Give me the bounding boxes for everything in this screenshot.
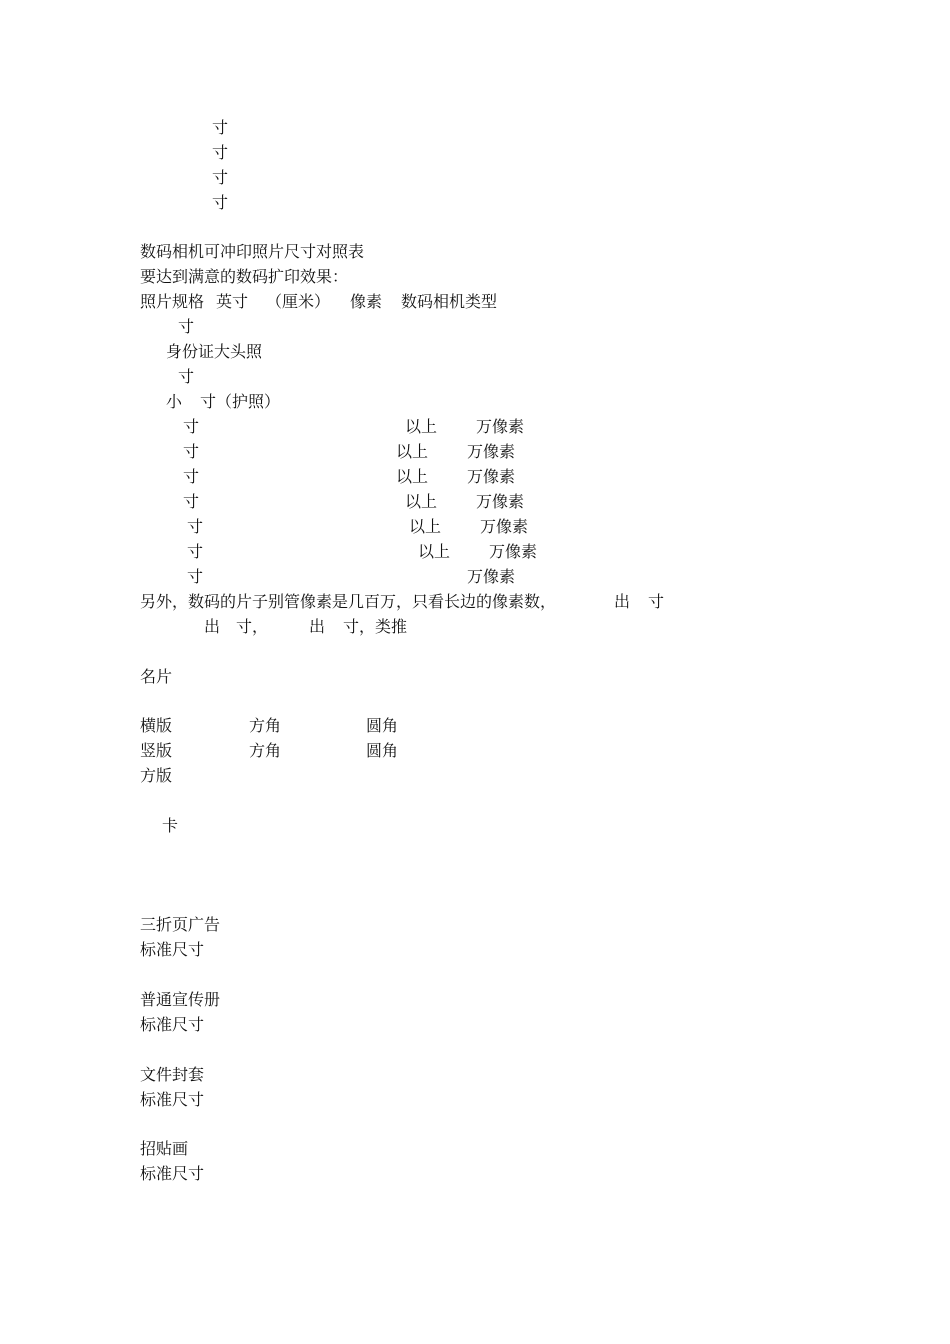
row-size-passport: 寸（护照）	[200, 392, 281, 411]
section-sub-brochure: 标准尺寸	[140, 1015, 205, 1034]
row-above: 以上	[418, 542, 451, 561]
row-size: 寸	[187, 567, 204, 586]
row-megapixels: 万像素	[467, 442, 516, 461]
note-line-1-out: 出	[614, 592, 631, 611]
card-corner-square: 方角	[249, 741, 282, 760]
row-above: 以上	[396, 467, 429, 486]
note-line-2-out-b: 出	[309, 617, 326, 636]
row-megapixels: 万像素	[476, 492, 525, 511]
card-corner-square: 方角	[249, 716, 282, 735]
note-line-2-cun: 寸，	[236, 617, 269, 636]
top-cun-2: 寸	[212, 143, 229, 162]
card-label: 卡	[162, 816, 179, 835]
row-above: 以上	[396, 442, 429, 461]
row-megapixels: 万像素	[467, 467, 516, 486]
section-title-brochure: 普通宣传册	[140, 990, 221, 1009]
row-above: 以上	[409, 517, 442, 536]
row-size: 小	[166, 392, 183, 411]
row-size: 身份证大头照	[166, 342, 263, 361]
section-title-cards: 名片	[140, 667, 173, 686]
top-cun-4: 寸	[212, 193, 229, 212]
row-megapixels: 万像素	[476, 417, 525, 436]
section-title-folder: 文件封套	[140, 1065, 205, 1084]
row-size: 寸	[183, 467, 200, 486]
row-size: 寸	[183, 442, 200, 461]
row-megapixels: 万像素	[467, 567, 516, 586]
card-corner-round: 圆角	[366, 716, 399, 735]
row-size: 寸	[187, 517, 204, 536]
header-cm: （厘米）	[266, 292, 331, 311]
card-format-label: 方版	[140, 766, 173, 785]
row-size: 寸	[183, 417, 200, 436]
section-title-photo: 数码相机可冲印照片尺寸对照表	[140, 242, 365, 261]
row-size: 寸	[178, 367, 195, 386]
card-format-label: 竖版	[140, 741, 173, 760]
top-cun-1: 寸	[212, 118, 229, 137]
row-megapixels: 万像素	[480, 517, 529, 536]
section-sub-folder: 标准尺寸	[140, 1090, 205, 1109]
row-size: 寸	[178, 317, 195, 336]
section-sub-poster: 标准尺寸	[140, 1164, 205, 1183]
row-above: 以上	[405, 492, 438, 511]
header-camera-type: 数码相机类型	[401, 292, 498, 311]
row-size: 寸	[183, 492, 200, 511]
section-title-poster: 招贴画	[140, 1139, 189, 1158]
header-spec: 照片规格	[140, 292, 205, 311]
header-inch: 英寸	[216, 292, 249, 311]
row-megapixels: 万像素	[489, 542, 538, 561]
note-line-1-cun: 寸	[648, 592, 665, 611]
card-format-label: 横版	[140, 716, 173, 735]
note-line-1: 另外，数码的片子别管像素是几百万，只看长边的像素数，	[140, 592, 557, 611]
row-size: 寸	[187, 542, 204, 561]
card-corner-round: 圆角	[366, 741, 399, 760]
section-title-trifold: 三折页广告	[140, 915, 221, 934]
header-pixels: 像素	[350, 292, 383, 311]
note-line-2-rest: 寸，类推	[343, 617, 408, 636]
note-line-2-out: 出	[204, 617, 221, 636]
row-above: 以上	[405, 417, 438, 436]
section-subtitle-photo: 要达到满意的数码扩印效果：	[140, 267, 349, 286]
top-cun-3: 寸	[212, 168, 229, 187]
section-sub-trifold: 标准尺寸	[140, 940, 205, 959]
